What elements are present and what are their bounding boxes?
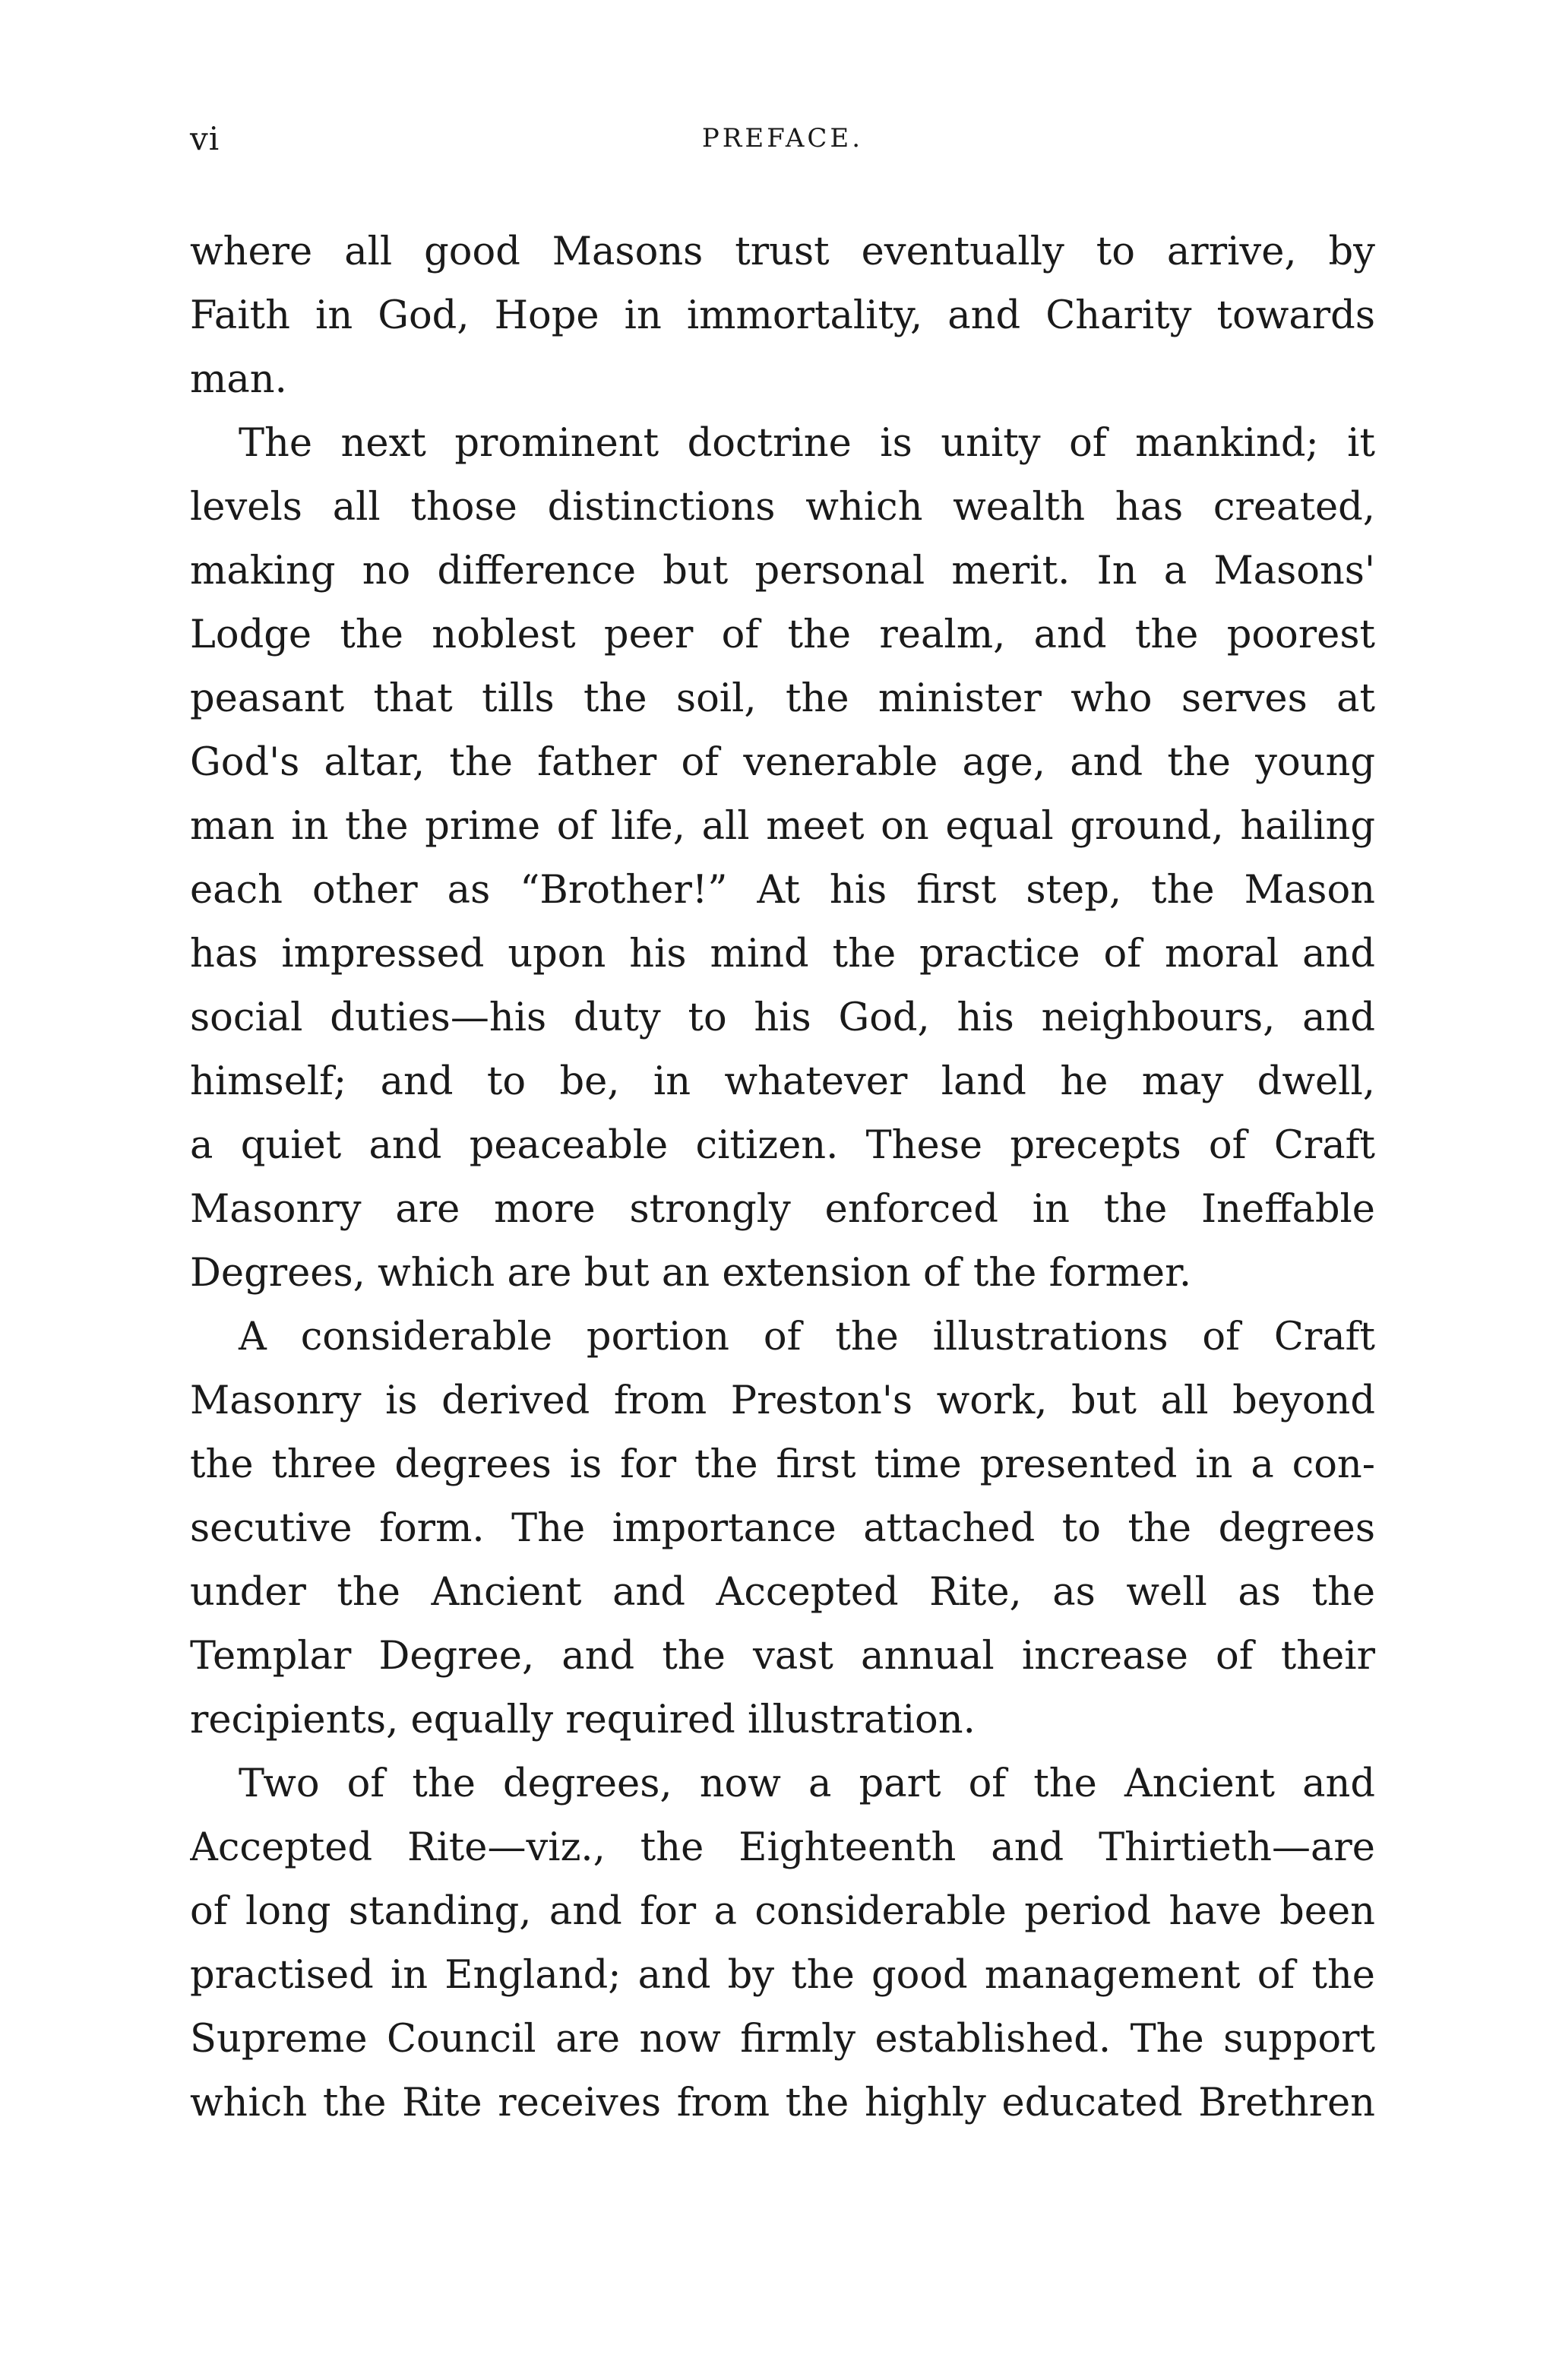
text-line: Masonry are more strongly enforced in the Ineffable xyxy=(190,1187,1375,1232)
text-line: each other as “Brother!” At his first step, the Mason xyxy=(190,868,1375,913)
text-line: Two of the degrees, now a part of the Ancient and xyxy=(239,1761,1375,1806)
text-line: where all good Masons trust eventually to arrive, by xyxy=(190,229,1375,274)
text-line: Degrees, which are but an extension of the former. xyxy=(190,1251,1192,1296)
text-line: peasant that tills the soil, the minister who serves at xyxy=(190,676,1375,721)
text-line: man in the prime of life, all meet on equal ground, hailing xyxy=(190,804,1375,849)
running-head xyxy=(190,120,1375,166)
text-line: the three degrees is for the first time presented in a con- xyxy=(190,1442,1375,1487)
text-line: man. xyxy=(190,357,287,402)
text-line: himself; and to be, in whatever land he may dwell, xyxy=(190,1059,1375,1104)
paragraph xyxy=(190,1306,1375,1752)
text-line: Accepted Rite—viz., the Eighteenth and Thirtieth—are xyxy=(190,1825,1375,1870)
text-line: secutive form. The importance attached to the degrees xyxy=(190,1506,1375,1551)
text-line: Masonry is derived from Preston's work, but all beyond xyxy=(190,1378,1375,1423)
text-line: a quiet and peaceable citizen. These precepts of Craft xyxy=(190,1123,1375,1168)
text-line: A considerable portion of the illustrations of Craft xyxy=(239,1315,1375,1359)
text-line: has impressed upon his mind the practice of moral and xyxy=(190,932,1375,976)
text-line: Faith in God, Hope in immortality, and Charity towards xyxy=(190,293,1375,338)
text-line: recipients, equally required illustration. xyxy=(190,1698,976,1742)
text-line: social duties—his duty to his God, his neighbours, and xyxy=(190,995,1375,1040)
text-line: Lodge the noblest peer of the realm, and the poorest xyxy=(190,612,1375,657)
text-line: Supreme Council are now firmly established. The support xyxy=(190,2017,1375,2062)
paragraph xyxy=(190,1752,1375,2135)
text-line: practised in England; and by the good management of the xyxy=(190,1953,1375,1998)
text-line: The next prominent doctrine is unity of mankind; it xyxy=(239,421,1375,466)
paragraph xyxy=(190,220,1375,412)
page-number: vi xyxy=(190,120,220,157)
running-title: PREFACE. xyxy=(701,123,864,153)
text-line: levels all those distinctions which wealth has created, xyxy=(190,485,1375,530)
text-line: of long standing, and for a considerable period have been xyxy=(190,1889,1375,1934)
body-text xyxy=(190,220,1375,2135)
text-line: God's altar, the father of venerable age, and the young xyxy=(190,740,1375,785)
text-line: making no difference but personal merit. In a Masons' xyxy=(190,549,1375,593)
text-line: Templar Degree, and the vast annual increase of their xyxy=(190,1634,1375,1679)
text-line: which the Rite receives from the highly educated Brethren xyxy=(190,2081,1375,2125)
paragraph xyxy=(190,412,1375,1306)
text-line: under the Ancient and Accepted Rite, as well as the xyxy=(190,1570,1375,1615)
